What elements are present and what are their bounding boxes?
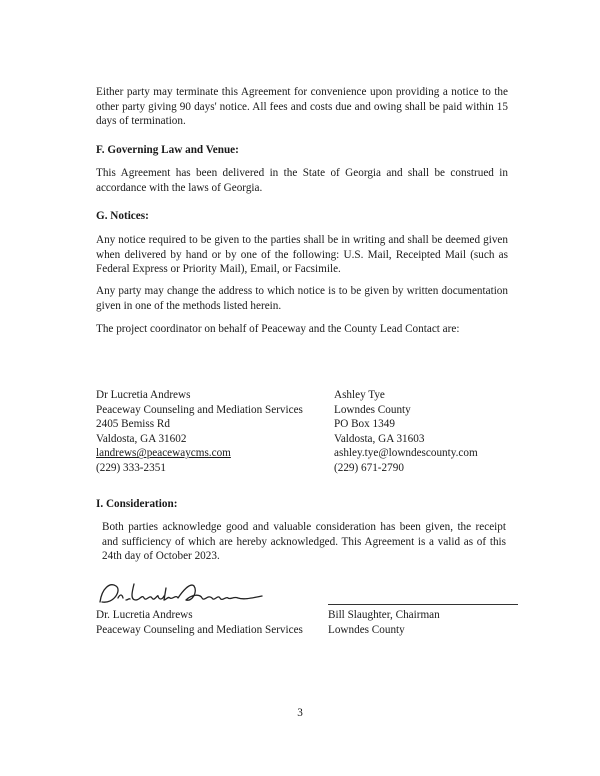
contact-left-org: Peaceway Counseling and Mediation Services <box>96 403 303 416</box>
section-f-heading: F. Governing Law and Venue: <box>96 144 239 156</box>
contact-right-phone: (229) 671-2790 <box>334 461 404 474</box>
contact-right-email: ashley.tye@lowndescounty.com <box>334 447 478 460</box>
termination-paragraph: Either party may terminate this Agreement for convenience upon providing a notice to the other party giving 90 days' notice. All fees and costs due and owing shall be paid within 15 days of termination. <box>96 86 508 128</box>
signature-right-name: Bill Slaughter, Chairman <box>328 609 440 621</box>
signature-left-names <box>96 608 326 637</box>
consideration-paragraph: Both parties acknowledge good and valuable consideration has been given, the receipt and sufficiency of which are hereby acknowledged. This Agreement is a valid as of this 24th day of October 2023. <box>102 521 506 563</box>
contact-right-address2: Valdosta, GA 31603 <box>334 432 425 445</box>
notices-paragraph-1: Any notice required to be given to the parties shall be in writing and shall be deemed given when delivered by hand or by one of the following: U.S. Mail, Receipted Mail (such as Federal Express or Priority Mail), Email, or Facsimile. <box>96 234 508 276</box>
signature-area <box>96 578 516 638</box>
section-g-heading: G. Notices: <box>96 210 149 222</box>
signature-left-org: Peaceway Counseling and Mediation Services <box>96 623 303 636</box>
contact-left <box>96 388 303 476</box>
signature-left-name: Dr. Lucretia Andrews <box>96 609 193 621</box>
contact-left-email-link[interactable]: landrews@peacewaycms.com <box>96 447 231 460</box>
contact-right-name: Ashley Tye <box>334 389 385 401</box>
signature-right-names <box>328 608 518 637</box>
contact-left-address2: Valdosta, GA 31602 <box>96 432 187 445</box>
notices-paragraph-2: Any party may change the address to which notice is to be given by written documentation given in one of the methods listed herein. <box>96 285 508 312</box>
contact-left-phone: (229) 333-2351 <box>96 461 166 474</box>
contact-right-address1: PO Box 1349 <box>334 418 395 431</box>
notices-paragraph-3: The project coordinator on behalf of Peaceway and the County Lead Contact are: <box>96 323 460 335</box>
signature-right-line <box>328 604 518 605</box>
signature-right-org: Lowndes County <box>328 623 405 636</box>
page-number: 3 <box>297 707 303 719</box>
contact-right <box>334 388 478 476</box>
signature-right <box>328 578 518 637</box>
section-f-paragraph: This Agreement has been delivered in the State of Georgia and shall be construed in accordance with the laws of Georgia. <box>96 167 508 194</box>
contact-left-name: Dr Lucretia Andrews <box>96 389 191 401</box>
signature-left <box>96 578 326 637</box>
contact-right-org: Lowndes County <box>334 403 411 416</box>
handwritten-signature <box>96 578 296 608</box>
contact-left-address1: 2405 Bemiss Rd <box>96 418 170 431</box>
section-i-heading: I. Consideration: <box>96 498 178 510</box>
